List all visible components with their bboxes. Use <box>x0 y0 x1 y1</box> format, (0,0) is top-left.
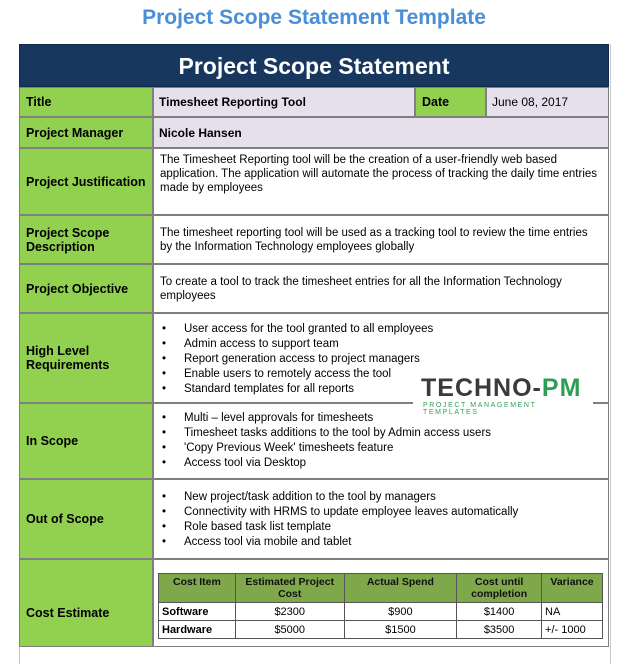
objective-label: Project Objective <box>19 264 153 313</box>
logo-tagline: PROJECT MANAGEMENT TEMPLATES <box>423 402 537 416</box>
cost-estimate-label: Cost Estimate <box>19 559 153 647</box>
column-header: Cost Item <box>159 574 236 603</box>
list-item: • 'Copy Previous Week' timesheets feature <box>160 441 602 456</box>
scope-statement-header: Project Scope Statement <box>19 44 609 87</box>
column-header: Cost until completion <box>457 574 542 603</box>
table-cell: NA <box>542 603 603 621</box>
out-of-scope-list-cell <box>153 479 609 559</box>
list-item: • Enable users to remotely access the tool <box>160 367 602 382</box>
list-item: • Access tool via mobile and tablet <box>160 535 602 550</box>
in-scope-label: In Scope <box>19 403 153 479</box>
list-item: • Standard templates for all reports <box>160 382 602 397</box>
cost-table-header-row <box>159 574 603 603</box>
table-cell: $5000 <box>235 621 344 639</box>
logo-suffix: PM <box>541 374 582 402</box>
list-item: • Report generation access to project managers <box>160 352 602 367</box>
page-title: Project Scope Statement Template <box>142 6 486 29</box>
out-of-scope-list <box>160 490 602 550</box>
table-cell: Software <box>159 603 236 621</box>
table-cell: $1400 <box>457 603 542 621</box>
list-item: • Connectivity with HRMS to update employee leaves automatically <box>160 505 602 520</box>
list-item: • Admin access to support team <box>160 337 602 352</box>
title-label: Title <box>19 87 153 117</box>
date-label: Date <box>415 87 486 117</box>
justification-text: The Timesheet Reporting tool will be the creation of a user-friendly web based application. The application will automate the process of tracking the daily time entries made by employees <box>153 148 609 215</box>
table-cell: +/- 1000 <box>542 621 603 639</box>
scope-description-label: Project Scope Description <box>19 215 153 264</box>
in-scope-list <box>160 411 602 471</box>
list-item: • User access for the tool granted to all employees <box>160 322 602 337</box>
list-item: • Multi – level approvals for timesheets <box>160 411 602 426</box>
objective-text: To create a tool to track the timesheet entries for all the Information Technology employees <box>153 264 609 313</box>
column-header: Estimated Project Cost <box>235 574 344 603</box>
logo-wordmark <box>421 374 581 403</box>
manager-label: Project Manager <box>19 117 153 148</box>
column-header: Actual Spend <box>344 574 457 603</box>
list-item: • Access tool via Desktop <box>160 456 602 471</box>
cost-table <box>158 573 603 639</box>
title-value: Timesheet Reporting Tool <box>153 87 415 117</box>
list-item: • Role based task list template <box>160 520 602 535</box>
logo-prefix: TECHNO- <box>421 374 542 402</box>
requirements-label: High Level Requirements <box>19 313 153 403</box>
list-item: • New project/task addition to the tool by managers <box>160 490 602 505</box>
table-cell: $1500 <box>344 621 457 639</box>
manager-value: Nicole Hansen <box>153 117 609 148</box>
justification-label: Project Justification <box>19 148 153 215</box>
table-row <box>159 603 603 621</box>
table-cell: $2300 <box>235 603 344 621</box>
table-row <box>159 621 603 639</box>
scope-description-text: The timesheet reporting tool will be used as a tracking tool to review the time entries by the Information Technology employees globally <box>153 215 609 264</box>
column-header: Variance <box>542 574 603 603</box>
table-cell: $3500 <box>457 621 542 639</box>
date-value: June 08, 2017 <box>486 87 609 117</box>
list-item: • Timesheet tasks additions to the tool by Admin access users <box>160 426 602 441</box>
table-cell: Hardware <box>159 621 236 639</box>
out-of-scope-label: Out of Scope <box>19 479 153 559</box>
techno-pm-logo <box>413 371 593 415</box>
table-cell: $900 <box>344 603 457 621</box>
